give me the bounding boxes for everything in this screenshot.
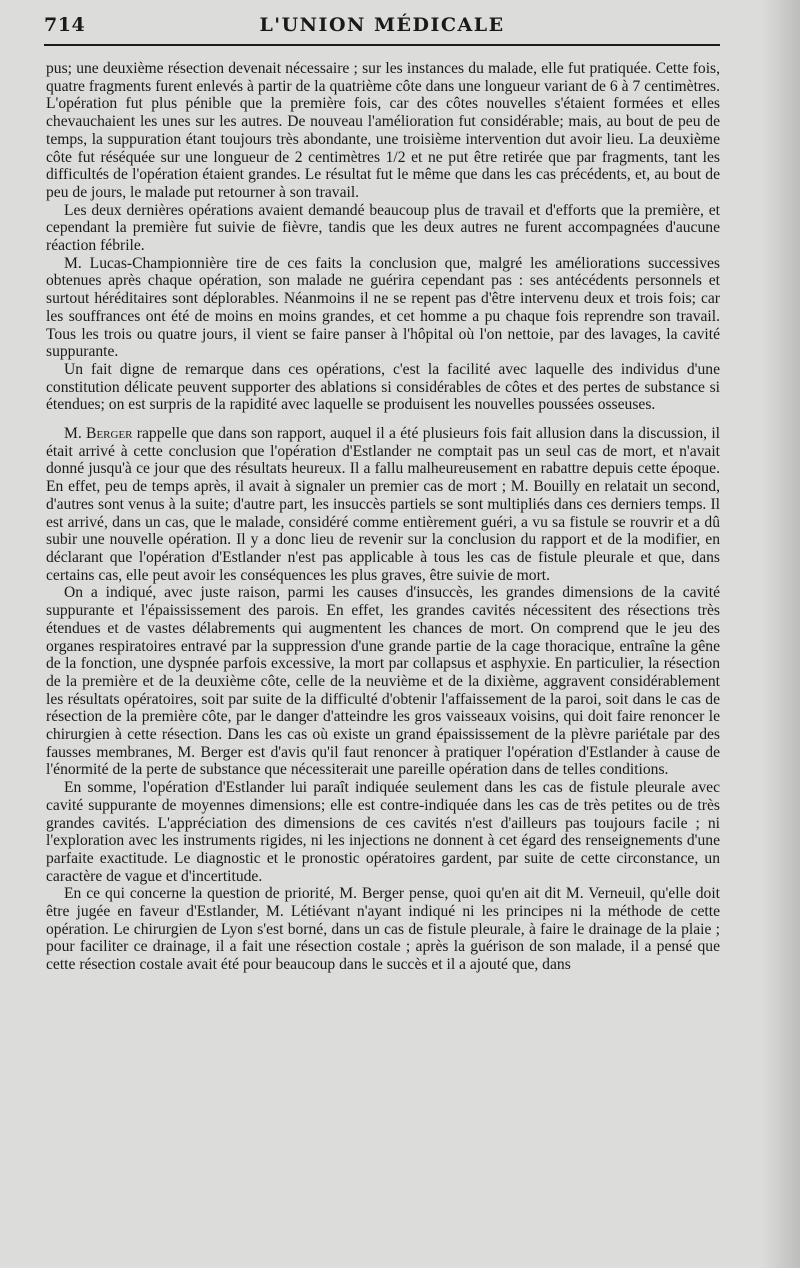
page-gutter-shadow [762, 0, 800, 1268]
running-head [44, 10, 720, 44]
header-rule [44, 44, 720, 46]
paragraph: En ce qui concerne la question de priorité, M. Berger pense, quoi qu'en ait dit M. Verneuil, qu'elle doit être jugée en faveur d'Estlander, M. Létiévant n'ayant indiqué ni les principes ni la méthode de cette opération. Le chirurgien de Lyon s'est borné, dans un cas de fistule pleurale, à faire le drainage de la plaie ; pour faciliter ce drainage, il a fait une résection costale ; après la guérison de son malade, il a pensé que cette résection costale avait été pour beaucoup dans le succès et il a ajouté que, dans [46, 885, 720, 974]
page-number: 714 [44, 14, 86, 36]
paragraph: En somme, l'opération d'Estlander lui paraît indiquée seulement dans les cas de fistule pleurale avec cavité suppurante de moyennes dimensions; elle est contre-indiquée dans les cas de très petites ou de très grandes cavités. L'appréciation des dimensions de ces cavités n'est d'ailleurs pas toujours facile ; ni l'exploration avec les instruments rigides, ni les injections ne donnent à cet égard des renseignements d'une parfaite exactitude. Le diagnostic et le pronostic opératoires gardent, par suite de cette circonstance, un caractère de vague et d'incertitude. [46, 779, 720, 885]
paragraph: pus; une deuxième résection devenait nécessaire ; sur les instances du malade, elle fut pratiquée. Cette fois, quatre fragments furent enlevés à partir de la quatrième côte dans une longueur variant de 6 à 7 centimètres. L'opération fut plus pénible que la première fois, car des côtes nouvelles s'étaient formées et elles chevauchaient les unes sur les autres. De nouveau l'amélioration fut considérable; mais, au bout de peu de temps, la suppuration étant toujours très abondante, une troisième intervention dut avoir lieu. La deuxième côte fut réséquée sur une longueur de 2 centimètres 1/2 et ne put être retirée que par fragments, tant les difficultés de l'opération étaient grandes. Le résultat fut le même que dans les cas précédents, et, au bout de peu de jours, le malade put retourner à son travail. [46, 60, 720, 201]
paragraph [46, 425, 720, 584]
journal-title: L'UNION MÉDICALE [259, 14, 505, 36]
paragraph: Un fait digne de remarque dans ces opérations, c'est la facilité avec laquelle des individus d'une constitution délicate peuvent supporter des ablations si considérables de côtes et des pertes de substance si étendues; on est surpris de la rapidité avec laquelle se produisent les nouvelles poussées osseuses. [46, 360, 720, 414]
speaker-name: M. Berger [64, 425, 133, 443]
paragraph: On a indiqué, avec juste raison, parmi les causes d'insuccès, les grandes dimensions de la cavité suppurante et l'épaississement des parois. En effet, les grandes cavités nécessitent des résections très étendues et de vastes délabrements qui augmentent les chances de mort. On comprend que le jeu des organes respiratoires entravé par la suppression d'une grande partie de la cage thoracique, entraîne la gêne de la fonction, une dyspnée parfois excessive, la mort par collapsus et asphyxie. En particulier, la résection de la première et de la deuxième côte, celle de la neuvième et de la dixième, aggravent considérablement les résultats opératoires, soit par suite de la difficulté d'obtenir l'affaissement de la paroi, soit dans le cas de résection de la première côte, par le danger d'atteindre les gros vaisseaux voisins, qui doit faire renoncer le chirurgien à cette résection. Dans les cas où existe un grand épaississement de la plèvre pariétale par des fausses membranes, M. Berger est d'avis qu'il faut renoncer à pratiquer l'opération d'Estlander à cause de l'énormité de la perte de substance que nécessiterait une pareille opération dans de telles conditions. [46, 584, 720, 779]
paragraph: M. Lucas-Championnière tire de ces faits la conclusion que, malgré les améliorations successives obtenues après chaque opération, son malade ne guérira cependant pas : ses antécédents personnels et surtout héréditaires sont déplorables. Néanmoins il ne se repent pas d'être intervenu deux et trois fois; car les souffrances ont été de moins en moins grandes, et cet homme a pu chaque fois reprendre son travail. Tous les trois ou quatre jours, il vient se faire panser à l'hôpital où l'on nettoie, par des lavages, la cavité suppurante. [46, 254, 720, 361]
body-text [46, 60, 720, 974]
paragraph: Les deux dernières opérations avaient demandé beaucoup plus de travail et d'efforts que la première, et cependant la première fut suivie de fièvre, tandis que les deux autres ne furent accompagnées d'aucune réaction fébrile. [46, 201, 720, 255]
paragraph-text: rappelle que dans son rapport, auquel il a été plusieurs fois fait allusion dans la discussion, il était arrivé à cette conclusion que l'opération d'Estlander ne comptait pas un seul cas de mort, et n'avait donné jusqu'à ce jour que des résultats heureux. Il a fallu malheureusement en rabattre depuis cette époque. En effet, peu de temps après, il avait à signaler un premier cas de mort ; M. Bouilly en relatait un second, d'autres sont venus à la suite; d'autre part, les insuccès partiels se sont multipliés dans ces derniers temps. Il est arrivé, dans un cas, que le malade, considéré comme entièrement guéri, a vu sa fistule se rouvrir et a dû subir une nouvelle opération. Il y a donc lieu de revenir sur la conclusion du rapport et de la modifier, en déclarant que l'opération d'Estlander n'est pas applicable à tous les cas de fistule pleurale et que, dans certains cas, elle peut avoir les conséquences les plus graves, être suivie de mort. [46, 425, 720, 584]
